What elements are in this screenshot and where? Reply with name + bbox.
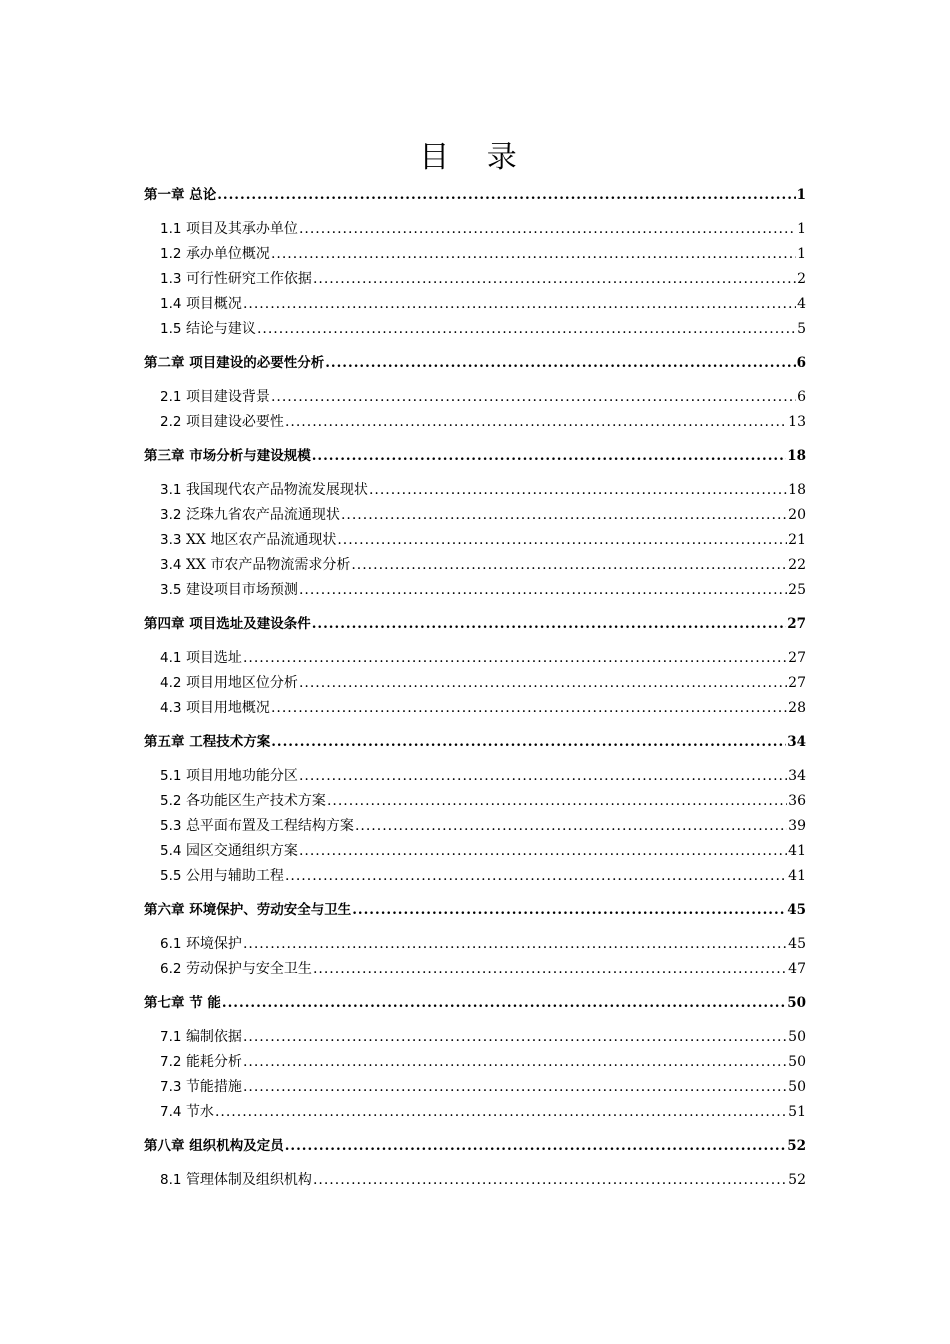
dot-leader	[327, 789, 787, 814]
toc-section-entry[interactable]	[144, 385, 806, 410]
toc-chapter-entry[interactable]	[144, 183, 806, 208]
toc-section-entry[interactable]	[144, 292, 806, 317]
section-page-number: 47	[788, 961, 806, 977]
section-page-number: 5	[797, 321, 806, 337]
section-title	[160, 317, 256, 342]
dot-leader	[222, 991, 786, 1016]
section-title	[160, 217, 298, 242]
section-label: 项目及其承办单位	[185, 221, 298, 237]
section-number: 2.2	[160, 414, 182, 430]
chapter-page-number: 6	[796, 355, 806, 371]
toc-section-entry[interactable]	[144, 646, 806, 671]
section-label: 劳动保护与安全卫生	[185, 961, 312, 977]
section-title	[160, 696, 270, 721]
toc-section-entry[interactable]	[144, 789, 806, 814]
section-number: 7.3	[160, 1079, 182, 1095]
toc-section-entry[interactable]	[144, 317, 806, 342]
dot-leader	[313, 1168, 787, 1193]
chapter-page-number: 50	[787, 995, 806, 1011]
section-number: 4.1	[160, 650, 182, 666]
dot-leader	[312, 612, 787, 637]
section-label: 环境保护	[185, 936, 242, 952]
section-title	[160, 528, 336, 553]
section-title	[160, 553, 350, 578]
chapter-title: 第八章 组织机构及定员	[144, 1138, 284, 1154]
section-label: XX 市农产品物流需求分析	[185, 557, 351, 573]
section-page-number: 27	[788, 675, 806, 691]
section-title	[160, 578, 298, 603]
toc-section-entry[interactable]	[144, 267, 806, 292]
chapter-page-number: 18	[787, 448, 806, 464]
section-title	[160, 503, 340, 528]
section-title	[160, 671, 298, 696]
toc-chapter-entry[interactable]	[144, 444, 806, 469]
section-title	[160, 932, 242, 957]
toc-section-entry[interactable]	[144, 957, 806, 982]
toc-section-entry[interactable]	[144, 932, 806, 957]
section-title	[160, 789, 326, 814]
toc-section-entry[interactable]	[144, 410, 806, 435]
chapter-page-number: 45	[787, 902, 806, 918]
section-page-number: 50	[788, 1029, 806, 1045]
section-number: 6.2	[160, 961, 182, 977]
dot-leader	[299, 839, 787, 864]
section-label: 各功能区生产技术方案	[185, 793, 326, 809]
section-label: 项目用地功能分区	[185, 768, 298, 784]
section-number: 1.5	[160, 321, 182, 337]
toc-section-entry[interactable]	[144, 1050, 806, 1075]
toc-chapter-entry[interactable]	[144, 898, 806, 923]
section-page-number: 6	[797, 389, 806, 405]
section-title	[160, 410, 284, 435]
section-page-number: 25	[788, 582, 806, 598]
section-title	[160, 385, 270, 410]
toc-chapter-entry[interactable]	[144, 1134, 806, 1159]
section-title	[160, 764, 298, 789]
section-number: 5.2	[160, 793, 182, 809]
toc-section-entry[interactable]	[144, 1025, 806, 1050]
toc-section-entry[interactable]	[144, 528, 806, 553]
section-number: 5.1	[160, 768, 182, 784]
section-number: 3.2	[160, 507, 182, 523]
dot-leader	[243, 932, 787, 957]
section-label: 公用与辅助工程	[185, 868, 284, 884]
dot-leader	[243, 1075, 787, 1100]
section-title	[160, 1100, 214, 1125]
dot-leader	[271, 385, 796, 410]
toc-chapter-entry[interactable]	[144, 612, 806, 637]
section-page-number: 22	[788, 557, 806, 573]
toc-section-entry[interactable]	[144, 242, 806, 267]
dot-leader	[243, 1050, 787, 1075]
toc-section-entry[interactable]	[144, 1075, 806, 1100]
section-page-number: 52	[788, 1172, 806, 1188]
dot-leader	[325, 351, 795, 376]
dot-leader	[285, 1134, 787, 1159]
section-label: 总平面布置及工程结构方案	[185, 818, 354, 834]
section-page-number: 36	[788, 793, 806, 809]
section-label: 项目建设必要性	[185, 414, 284, 430]
toc-chapter-entry[interactable]	[144, 351, 806, 376]
section-page-number: 34	[788, 768, 806, 784]
chapter-page-number: 34	[787, 734, 806, 750]
dot-leader	[299, 671, 787, 696]
section-page-number: 41	[788, 843, 806, 859]
section-page-number: 28	[788, 700, 806, 716]
section-title	[160, 1025, 242, 1050]
section-label: 节能措施	[185, 1079, 242, 1095]
section-page-number: 20	[788, 507, 806, 523]
section-number: 5.3	[160, 818, 182, 834]
toc-section-entry[interactable]	[144, 814, 806, 839]
section-number: 3.4	[160, 557, 182, 573]
section-page-number: 1	[797, 246, 806, 262]
section-page-number: 4	[797, 296, 806, 312]
section-page-number: 2	[797, 271, 806, 287]
section-number: 8.1	[160, 1172, 182, 1188]
dot-leader	[341, 503, 787, 528]
dot-leader	[355, 814, 787, 839]
toc-section-entry[interactable]	[144, 696, 806, 721]
dot-leader	[299, 764, 787, 789]
dot-leader	[257, 317, 796, 342]
section-label: 能耗分析	[185, 1054, 242, 1070]
section-number: 4.2	[160, 675, 182, 691]
chapter-page-number: 1	[796, 187, 806, 203]
chapter-page-number: 27	[787, 616, 806, 632]
section-page-number: 50	[788, 1079, 806, 1095]
section-page-number: 1	[797, 221, 806, 237]
dot-leader	[313, 957, 787, 982]
toc-section-entry[interactable]	[144, 553, 806, 578]
toc-section-entry[interactable]	[144, 217, 806, 242]
section-label: 结论与建议	[185, 321, 256, 337]
section-label: 管理体制及组织机构	[185, 1172, 312, 1188]
section-page-number: 39	[788, 818, 806, 834]
section-label: 项目建设背景	[185, 389, 270, 405]
section-label: XX 地区农产品流通现状	[185, 532, 337, 548]
section-title	[160, 814, 354, 839]
chapter-title: 第四章 项目选址及建设条件	[144, 616, 311, 632]
dot-leader	[271, 242, 796, 267]
section-label: 节水	[185, 1104, 214, 1120]
section-label: 我国现代农产品物流发展现状	[185, 482, 368, 498]
dot-leader	[285, 410, 787, 435]
section-number: 5.4	[160, 843, 182, 859]
dot-leader	[215, 1100, 787, 1125]
section-number: 5.5	[160, 868, 182, 884]
section-number: 1.3	[160, 271, 182, 287]
toc-section-entry[interactable]	[144, 478, 806, 503]
dot-leader	[299, 217, 796, 242]
dot-leader	[217, 183, 795, 208]
section-label: 项目用地概况	[185, 700, 270, 716]
section-number: 1.4	[160, 296, 182, 312]
section-title	[160, 839, 298, 864]
chapter-title: 第一章 总论	[144, 187, 217, 203]
section-number: 3.5	[160, 582, 182, 598]
dot-leader	[299, 578, 787, 603]
section-label: 园区交通组织方案	[185, 843, 298, 859]
chapter-title: 第三章 市场分析与建设规模	[144, 448, 311, 464]
section-title	[160, 957, 312, 982]
section-page-number: 51	[788, 1104, 806, 1120]
section-number: 4.3	[160, 700, 182, 716]
section-label: 编制依据	[185, 1029, 242, 1045]
dot-leader	[271, 730, 786, 755]
toc-section-entry[interactable]	[144, 671, 806, 696]
section-number: 7.4	[160, 1104, 182, 1120]
chapter-title: 第二章 项目建设的必要性分析	[144, 355, 325, 371]
section-title	[160, 1168, 312, 1193]
section-label: 项目选址	[185, 650, 242, 666]
toc-chapter-entry[interactable]	[144, 991, 806, 1016]
section-title	[160, 646, 242, 671]
dot-leader	[271, 696, 787, 721]
section-number: 3.1	[160, 482, 182, 498]
section-page-number: 50	[788, 1054, 806, 1070]
section-number: 3.3	[160, 532, 182, 548]
section-label: 项目用地区位分析	[185, 675, 298, 691]
section-page-number: 45	[788, 936, 806, 952]
section-label: 项目概况	[185, 296, 242, 312]
section-title	[160, 864, 284, 889]
table-of-contents	[144, 183, 806, 1193]
dot-leader	[313, 267, 796, 292]
section-label: 可行性研究工作依据	[185, 271, 312, 287]
section-number: 1.2	[160, 246, 182, 262]
section-number: 7.1	[160, 1029, 182, 1045]
section-page-number: 18	[788, 482, 806, 498]
toc-section-entry[interactable]	[144, 764, 806, 789]
section-page-number: 27	[788, 650, 806, 666]
dot-leader	[351, 553, 787, 578]
section-number: 2.1	[160, 389, 182, 405]
dot-leader	[337, 528, 787, 553]
dot-leader	[243, 292, 796, 317]
dot-leader	[369, 478, 787, 503]
section-number: 6.1	[160, 936, 182, 952]
section-page-number: 41	[788, 868, 806, 884]
section-label: 泛珠九省农产品流通现状	[185, 507, 340, 523]
page-title: 目 录	[419, 140, 531, 175]
section-title	[160, 1050, 242, 1075]
section-number: 7.2	[160, 1054, 182, 1070]
section-title	[160, 267, 312, 292]
toc-section-entry[interactable]	[144, 578, 806, 603]
section-page-number: 21	[788, 532, 806, 548]
section-page-number: 13	[788, 414, 806, 430]
dot-leader	[312, 444, 787, 469]
dot-leader	[285, 864, 787, 889]
toc-section-entry[interactable]	[144, 1168, 806, 1193]
toc-section-entry[interactable]	[144, 503, 806, 528]
section-title	[160, 292, 242, 317]
chapter-page-number: 52	[787, 1138, 806, 1154]
toc-section-entry[interactable]	[144, 1100, 806, 1125]
section-number: 1.1	[160, 221, 182, 237]
section-label: 建设项目市场预测	[185, 582, 298, 598]
dot-leader	[352, 898, 786, 923]
section-label: 承办单位概况	[185, 246, 270, 262]
toc-section-entry[interactable]	[144, 864, 806, 889]
chapter-title: 第五章 工程技术方案	[144, 734, 271, 750]
chapter-title: 第七章 节 能	[144, 995, 221, 1011]
section-title	[160, 478, 368, 503]
section-title	[160, 242, 270, 267]
dot-leader	[243, 646, 787, 671]
section-title	[160, 1075, 242, 1100]
toc-section-entry[interactable]	[144, 839, 806, 864]
chapter-title: 第六章 环境保护、劳动安全与卫生	[144, 902, 352, 918]
toc-chapter-entry[interactable]	[144, 730, 806, 755]
dot-leader	[243, 1025, 787, 1050]
